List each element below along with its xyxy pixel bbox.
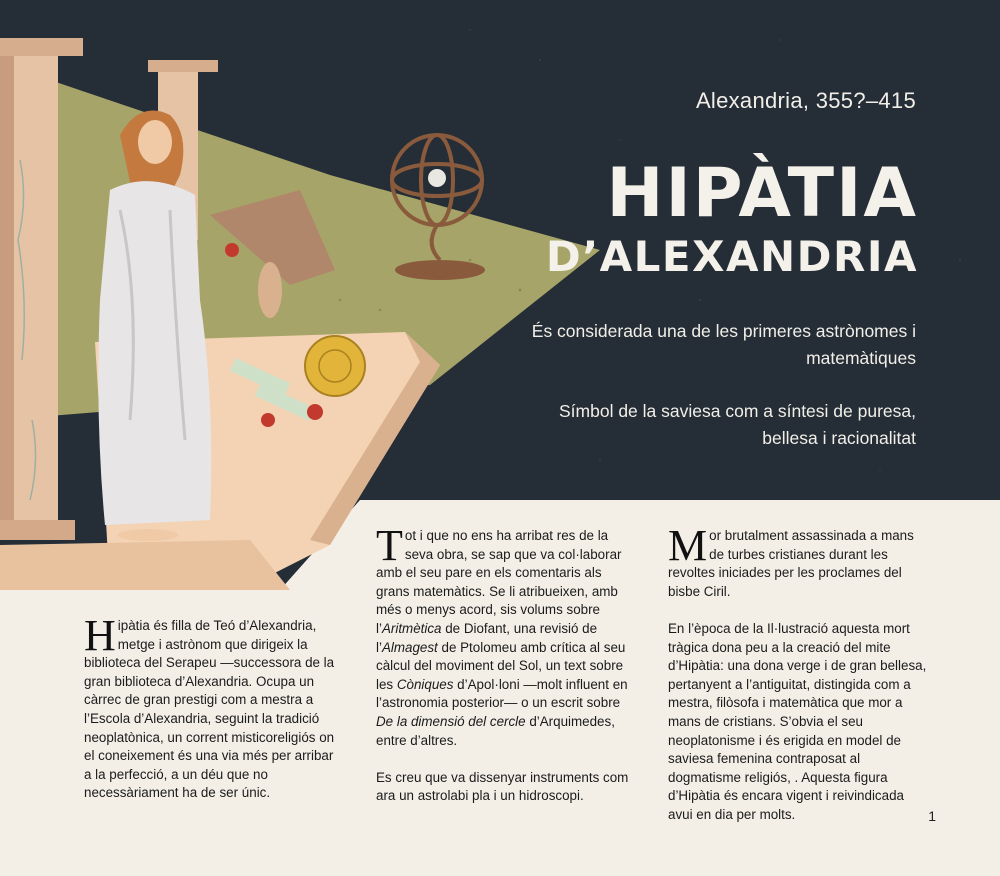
- astrolabe: [305, 336, 365, 396]
- sphere-center: [428, 169, 446, 187]
- paragraph: En l’època de la Il·lustració aquesta mort tràgica dona peu a la creació del mite d’Hipàtia: una dona verge i de gran bellesa, pertanyent a l’antiguitat, distingida com a mestra, filòsofa i matemàtica que mor a mans de cristians. S’obvia el seu neoplatonisme i és erigida en model de saviesa femenina contraposat al dogmatisme religiós, . Aquesta figura d’Hipàtia és encara vigent i reivindicada avui en dia per molts.: [668, 620, 927, 822]
- paragraph: Mor brutalment assassinada a mans de turbes cristianes durant les revoltes iniciades per les proclames del bisbe Ciril.: [668, 521, 914, 599]
- subtitle: Alexandria, 355?–415: [695, 88, 916, 113]
- page-title: [545, 154, 918, 281]
- column-left-base: [0, 520, 75, 540]
- title-line-2: D’ALEXANDRIA: [545, 232, 918, 281]
- title-line-1: HIPÀTIA: [606, 154, 918, 233]
- marble-step: [0, 540, 290, 590]
- tagline-1: És considerada una de les primeres astrònomes i matemàtiques: [531, 321, 916, 368]
- text-column-3: [668, 521, 930, 825]
- tagline-2: Símbol de la saviesa com a síntesi de puresa, bellesa i racionalitat: [559, 401, 916, 448]
- text-column-2: [376, 521, 634, 806]
- page-number: 1: [928, 808, 936, 824]
- drop-cap: H: [84, 611, 116, 660]
- cone-base: [258, 262, 282, 318]
- sphere-base: [395, 260, 485, 280]
- column-left-capital: [0, 38, 83, 56]
- paragraph: Es creu que va dissenyar instruments com ara un astrolabi pla i un hidroscopi.: [376, 769, 629, 804]
- paragraph: Hipàtia és filla de Teó d’Alexandria, metge i astrònom que dirigeix la biblioteca del Serapeu —successora de la gran biblioteca d’Alexandria. Ocupa un càrrec de gran prestigi com a mestra a l’Escola d’Alexandria, seguint la tradició neoplatònica, un corrent misticoreligiós on el coneixement és una via més per arribar a la perfecció, a un déu que no necessàriament ha de ser únic.: [84, 611, 335, 801]
- column-left-shade: [0, 55, 14, 530]
- drop-cap: M: [668, 521, 708, 570]
- drop-cap: T: [376, 521, 403, 570]
- column-right-capital: [148, 60, 218, 72]
- text-column-1: [84, 611, 344, 803]
- paragraph: Tot i que no ens ha arribat res de la seva obra, se sap que va col·laborar amb el seu pare en els comentaris als grans matemàtics. Se li atribueixen, amb més o menys acord, sis volums sobre l’Aritmètica de Diofant, una revisió de l’Almagest de Ptolomeu amb crítica al seu càlcul del moviment del Sol, un text sobre les Còniques d’Apol·loni —molt influent en l’astronomia posterior— o un escrit sobre De la dimensió del cercle d’Arquimedes, entre d’altres.: [376, 521, 628, 748]
